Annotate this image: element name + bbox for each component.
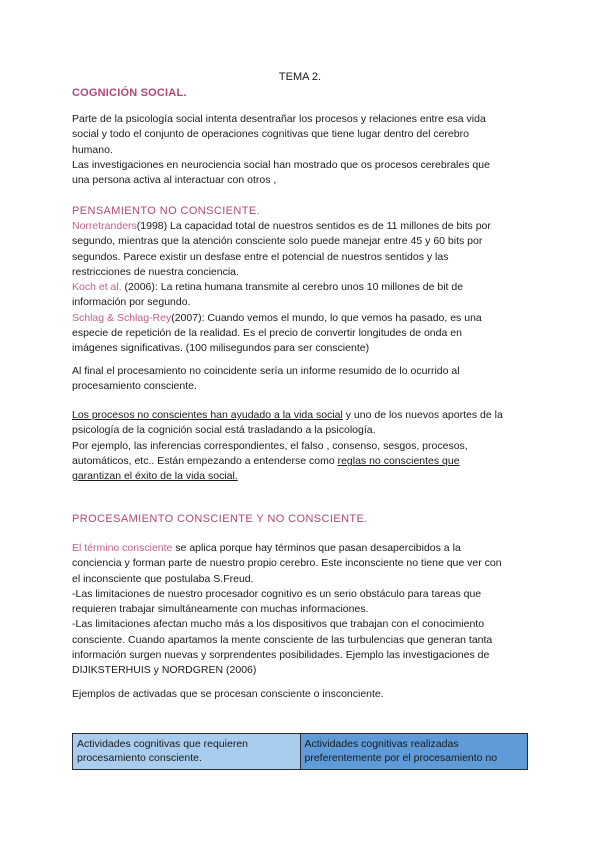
final-paragraph: [72, 364, 532, 395]
cell-line: Actividades cognitivas realizadas: [304, 738, 459, 750]
text-fragment: (1998) La capacidad total de nuestros sentidos es de 11 millones de bits por: [136, 220, 491, 232]
text-line: requieren trabajar simultáneamente con muchas informaciones.: [72, 603, 369, 616]
text-line: [72, 280, 532, 295]
text-line: una persona activa al interactuar con otros ,: [72, 174, 277, 187]
text-line: social y todo el conjunto de operaciones cognitivas que tiene lugar dentro del cerebro: [72, 128, 469, 141]
heading-procesamiento: PROCESAMIENTO CONSCIENTE Y NO CONSCIENTE.: [72, 513, 368, 525]
termino-paragraph: [72, 541, 532, 679]
text-line: psicología de la cognición social está trasladando a la psicología.: [72, 424, 376, 437]
text-line: imágenes significativas. (100 milisegundos para ser consciente): [72, 342, 370, 355]
citation-norretranders: Norretranders: [72, 220, 137, 232]
text-line: especie de repetición de la realidad. Es el precio de convertir longitudes de onda en: [72, 327, 462, 340]
text-line: información surgen nuevas y sorprendentes posibilidades. Ejemplo las investigaciones de: [72, 649, 490, 662]
table-cell-conscious: [73, 734, 301, 770]
text-fragment: y uno de los nuevos aportes de la: [342, 409, 503, 421]
text-line: Parte de la psicología social intenta desentrañar los procesos y relaciones entre esa vida: [72, 113, 486, 125]
text-line: consciente. Cuando apartamos la mente consciente de las turbulencias que generan tanta: [72, 633, 493, 646]
activities-table: [72, 733, 528, 770]
research-paragraph: [72, 219, 532, 357]
intro-paragraph: [72, 112, 532, 188]
cell-line: preferentemente por el procesamiento no: [304, 752, 498, 764]
text-line: [72, 454, 532, 469]
text-line: Por ejemplo, las inferencias correspondientes, el falso , consenso, sesgos, procesos,: [72, 439, 468, 452]
text-line: [72, 311, 532, 326]
document-title: [0, 71, 600, 83]
heading-cognicion-social: COGNICIÓN SOCIAL.: [72, 87, 187, 99]
text-fragment: (2006): La retina humana transmite al cerebro unos 10 millones de bit de: [121, 281, 464, 294]
text-line: humano.: [72, 143, 113, 156]
title-text: TEMA 2.: [278, 71, 322, 83]
table-cell-nonconscious: [300, 734, 528, 770]
table-row: [73, 734, 528, 770]
text-fragment: se aplica porque hay términos que pasan desapercibidos a la: [172, 542, 461, 554]
text-fragment: (2007): Cuando vemos el mundo, lo que vemos ha pasado, es una: [171, 311, 482, 324]
underlined-text: garantizan el éxito de la vida social.: [72, 470, 238, 483]
citation-termino-consciente: El término consciente: [72, 542, 173, 554]
text-line: restricciones de nuestra conciencia.: [72, 265, 239, 278]
text-line: [72, 469, 532, 484]
text-line: conciencia y forman parte de nuestro propio cerebro. Este inconsciente no tiene que ver con: [72, 557, 502, 570]
underlined-text: Los procesos no conscientes han ayudado a la vida social: [72, 409, 343, 421]
text-line: Las investigaciones en neurociencia social han mostrado que os procesos cerebrales que: [72, 158, 490, 171]
text-line: información por segundo.: [72, 296, 191, 309]
text-line: segundos. Parece existir un desfase entre el potencial de nuestros sentidos y las: [72, 250, 449, 263]
ejemplos-paragraph: [72, 687, 532, 702]
heading-pensamiento-no-consciente: PENSAMIENTO NO CONSCIENTE.: [72, 205, 261, 217]
text-line: DIJIKSTERHUIS y NORDGREN (2006): [72, 664, 257, 677]
procesos-paragraph: [72, 408, 532, 484]
text-line: -Las limitaciones afectan mucho más a los dispositivos que trabajan con el conocimiento: [72, 618, 485, 631]
text-line: [72, 219, 532, 234]
text-line: Al final el procesamiento no coincidente sería un informe resumido de lo ocurrido al: [72, 365, 460, 377]
text-line: Ejemplos de activadas que se procesan consciente o insconciente.: [72, 688, 384, 700]
cell-line: Actividades cognitivas que requieren: [77, 738, 249, 750]
text-line: segundo, mientras que la atención consciente solo puede manejar entre 45 y 60 bits por: [72, 235, 483, 248]
citation-schlag: Schlag & Schlag-Rey: [72, 311, 172, 324]
cell-line: procesamiento consciente.: [77, 752, 202, 764]
text-line: [72, 408, 532, 423]
text-line: -Las limitaciones de nuestro procesador cognitivo es un serio obstáculo para tareas que: [72, 587, 482, 600]
text-line: el inconsciente que postulaba S.Freud.: [72, 572, 254, 585]
underlined-text: reglas no conscientes que: [337, 454, 460, 467]
text-fragment: automáticos, etc.. Están empezando a entenderse como: [72, 454, 338, 467]
text-line: procesamiento consciente.: [72, 380, 197, 393]
citation-koch: Koch et al.: [72, 281, 122, 294]
text-line: [72, 541, 532, 556]
